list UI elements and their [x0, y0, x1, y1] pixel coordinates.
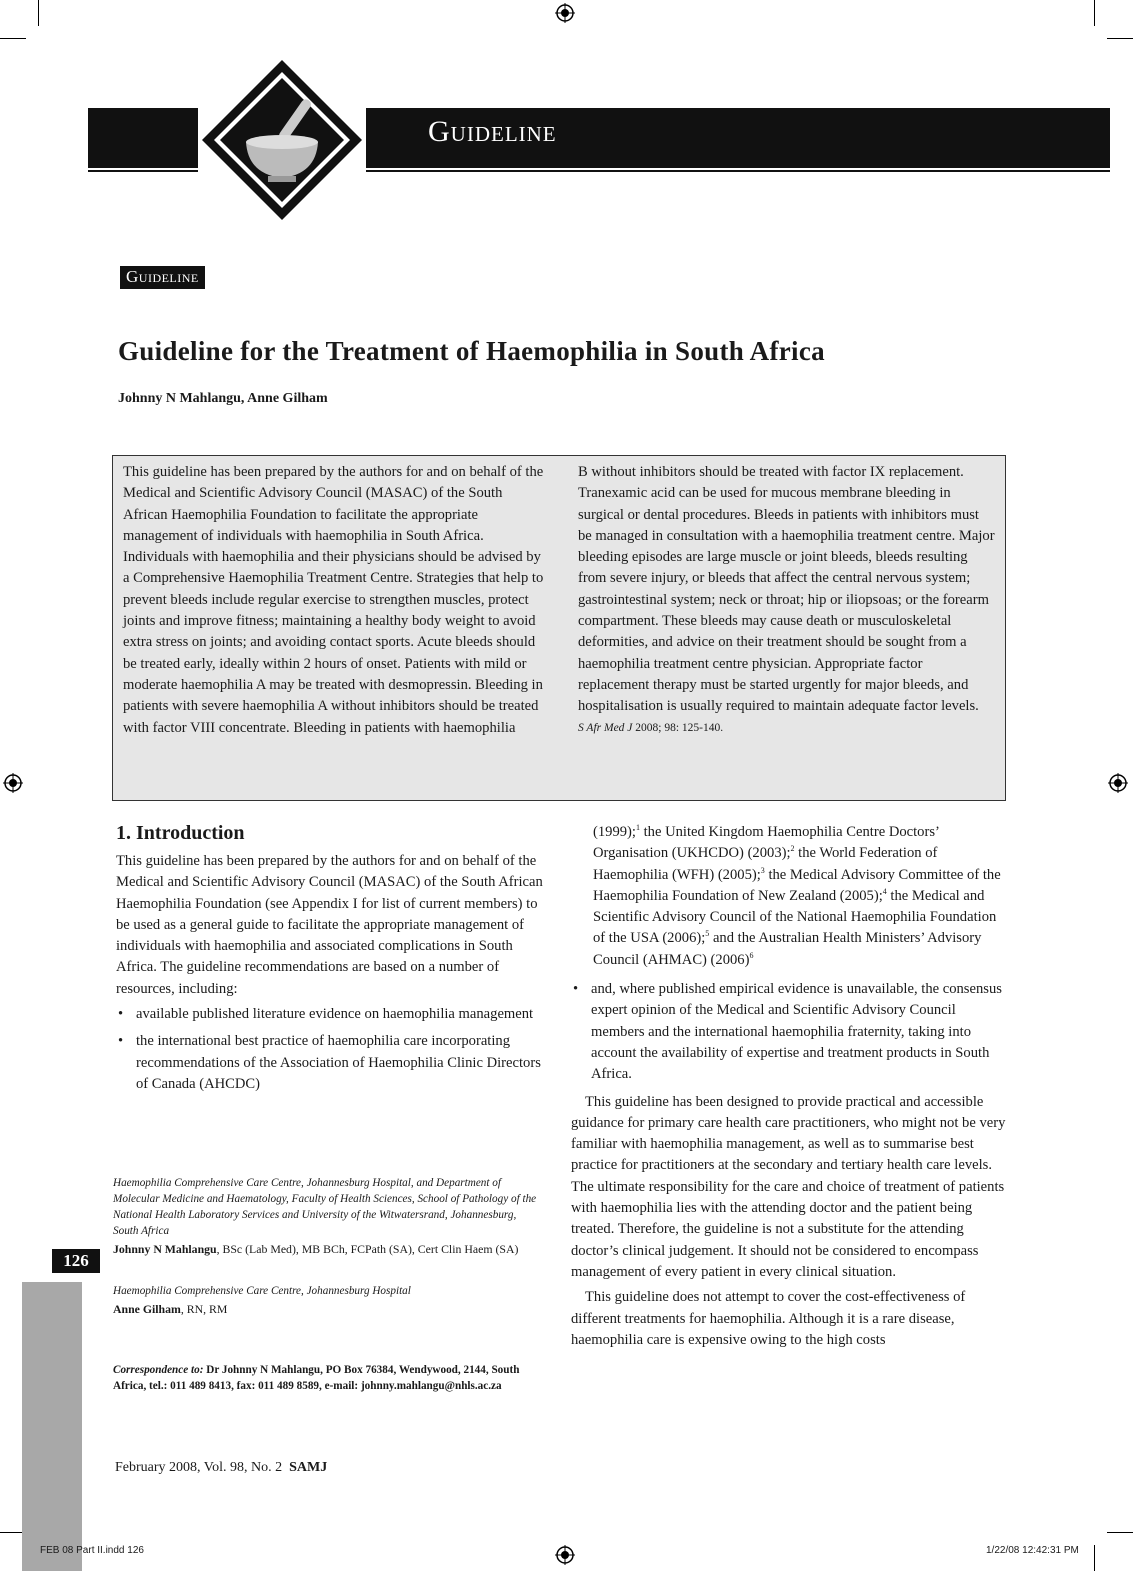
list-item-continuation: (1999);$^1$ the United Kingdom Haemophilia Centre Doctors’ Organisation (UKHCDO) (2003);$^2$ the World Federation of Haemophilia (WFH) (2005);$^3$ the Medical Advisory Committee of the Haemophilia Foundation of New Zealand (2005);$^4$ the Medical and Scientific Advisory Council of the National Haemophilia Foundation of the USA (2006);$^5$ and the Australian Health Ministers’ Advisory Council (AHMAC) $(2006)^6$	[593, 823, 1001, 968]
registration-mark-icon	[3, 773, 23, 793]
running-footer: February 2008, Vol. 98, No. 2 SAMJ	[115, 1460, 328, 1475]
section-heading: 1. Introduction	[116, 822, 245, 844]
registration-mark-icon	[1108, 773, 1128, 793]
author-credentials: Anne Gilham, RN, RM	[113, 1302, 228, 1316]
abstract-col-1	[123, 462, 545, 739]
crop-mark	[1107, 38, 1133, 39]
section-label: Guideline	[428, 115, 557, 148]
crop-mark	[1094, 0, 1095, 26]
abstract-citation: S Afr Med J 2008; 98: 125-140.	[578, 721, 724, 734]
article-authors: Johnny N Mahlangu, Anne Gilham	[118, 391, 328, 406]
crop-mark	[0, 38, 26, 39]
resource-list	[571, 979, 1009, 1085]
affiliation: Haemophilia Comprehensive Care Centre, Johannesburg Hospital	[113, 1285, 411, 1297]
intro-col-2	[571, 822, 1009, 1351]
list-item: • available published literature evidence on haemophilia management	[116, 1004, 548, 1025]
intro-paragraph: This guideline has been prepared by the authors for and on behalf of the Medical and Scientific Advisory Council (MASAC) of the South African Haemophilia Foundation (see Appendix I for list of current members) to be used as a general guide to facilitate the appropriate management of individuals with haemophilia and associated complications in South Africa. The guideline recommendations are based on a number of resources, including:	[116, 853, 543, 997]
crop-mark	[1094, 1545, 1095, 1571]
article-title: Guideline for the Treatment of Haemophilia in South Africa	[118, 336, 825, 366]
print-slug-date: 1/22/08 12:42:31 PM	[986, 1545, 1079, 1556]
registration-mark-icon	[555, 3, 575, 23]
author-credentials: Johnny N Mahlangu, BSc (Lab Med), MB BCh, FCPath (SA), Cert Clin Haem (SA)	[113, 1242, 519, 1256]
intro-paragraph: This guideline has been designed to provide practical and accessible guidance for primary care health care practitioners, who might not be very familiar with haemophilia management, as well as to summarise best practice for practitioners at the secondary and tertiary health care levels. The ultimate responsibility for the care and choice of treatment of patients with haemophilia lies with the attending doctor and the patient being treated. Therefore, the guideline is not a substitute for the attending doctor’s clinical judgement. It should not be considered to encompass management of every patient in every clinical situation.	[571, 1093, 1006, 1280]
intro-col-1	[116, 851, 548, 1101]
correspondence: Correspondence to: Dr Johnny N Mahlangu, PO Box 76384, Wendywood, 2144, South Africa, tel.: 011 489 8413, fax: 011 489 8589, e-mail: johnny.mahlangu@nhls.ac.za	[113, 1364, 520, 1392]
list-item: • and, where published empirical evidence is unavailable, the consensus expert opinion of the Medical and Scientific Advisory Council members and the international haemophilia fraternity, taking into account the availability of expertise and treatment products in South Africa.	[571, 979, 1009, 1085]
registration-mark-icon	[555, 1545, 575, 1565]
crop-mark	[1107, 1532, 1133, 1533]
abstract-text: B without inhibitors should be treated with factor IX replacement. Tranexamic acid can be used for mucous membrane bleeding in surgical or dental procedures. Bleeds in patients with inhibitors must be managed in consultation with a haemophilia treatment centre. Major bleeding episodes are large muscle or joint bleeds, bleeds resulting from severe injury, or bleeds that affect the central nervous system; gastrointestinal system; neck or throat; hip or iliopsoas; or the forearm compartment. These bleeds may cause death or musculoskeletal deformities, and advice on their treatment should be sought from a haemophilia treatment centre physician. Appropriate factor replacement therapy must be started urgently for major bleeds, and hospitalisation is usually required to maintain adequate factor levels.	[578, 464, 995, 715]
page-number: 126	[52, 1249, 100, 1273]
resource-list	[116, 1004, 548, 1095]
abstract-col-2	[578, 462, 996, 739]
print-slug-file: FEB 08 Part II.indd 126	[40, 1545, 144, 1556]
intro-paragraph: This guideline does not attempt to cover the cost-effectiveness of different treatments for haemophilia. Although it is a rare disease, haemophilia care is expensive owing to the high costs	[571, 1289, 966, 1348]
crop-mark	[38, 0, 39, 26]
abstract-text: This guideline has been prepared by the authors for and on behalf of the Medical and Scientific Advisory Council (MASAC) of the South African Haemophilia Foundation to facilitate the appropriate management of individuals with haemophilia in South Africa. Individuals with haemophilia and their physicians should be advised by a Comprehensive Haemophilia Treatment Centre. Strategies that help to prevent bleeds include regular exercise to strengthen muscles, protect joints and improve fitness; maintaining a healthy body weight to avoid extra stress on joints; and avoiding contact sports. Acute bleeds should be treated early, ideally within 2 hours of onset. Patients with mild or moderate haemophilia A may be treated with desmopressin. Bleeding in patients with severe haemophilia A without inhibitors should be treated with factor VIII concentrate. Bleeding in patients with haemophilia	[123, 464, 544, 736]
page-edge-bar	[22, 1282, 82, 1571]
list-item: • the international best practice of haemophilia care incorporating recommendations of the Association of Haemophilia Clinic Directors of Canada (AHCDC)	[116, 1031, 548, 1095]
affiliation: Haemophilia Comprehensive Care Centre, Johannesburg Hospital, and Department of Molecular Medicine and Haematology, Faculty of Health Sciences, School of Pathology of the National Health Laboratory Services and University of the Witwatersrand, Johannesburg, South Africa	[113, 1177, 537, 1237]
mortar-pestle-icon	[198, 56, 366, 224]
article-type-tag: Guideline	[120, 266, 205, 289]
